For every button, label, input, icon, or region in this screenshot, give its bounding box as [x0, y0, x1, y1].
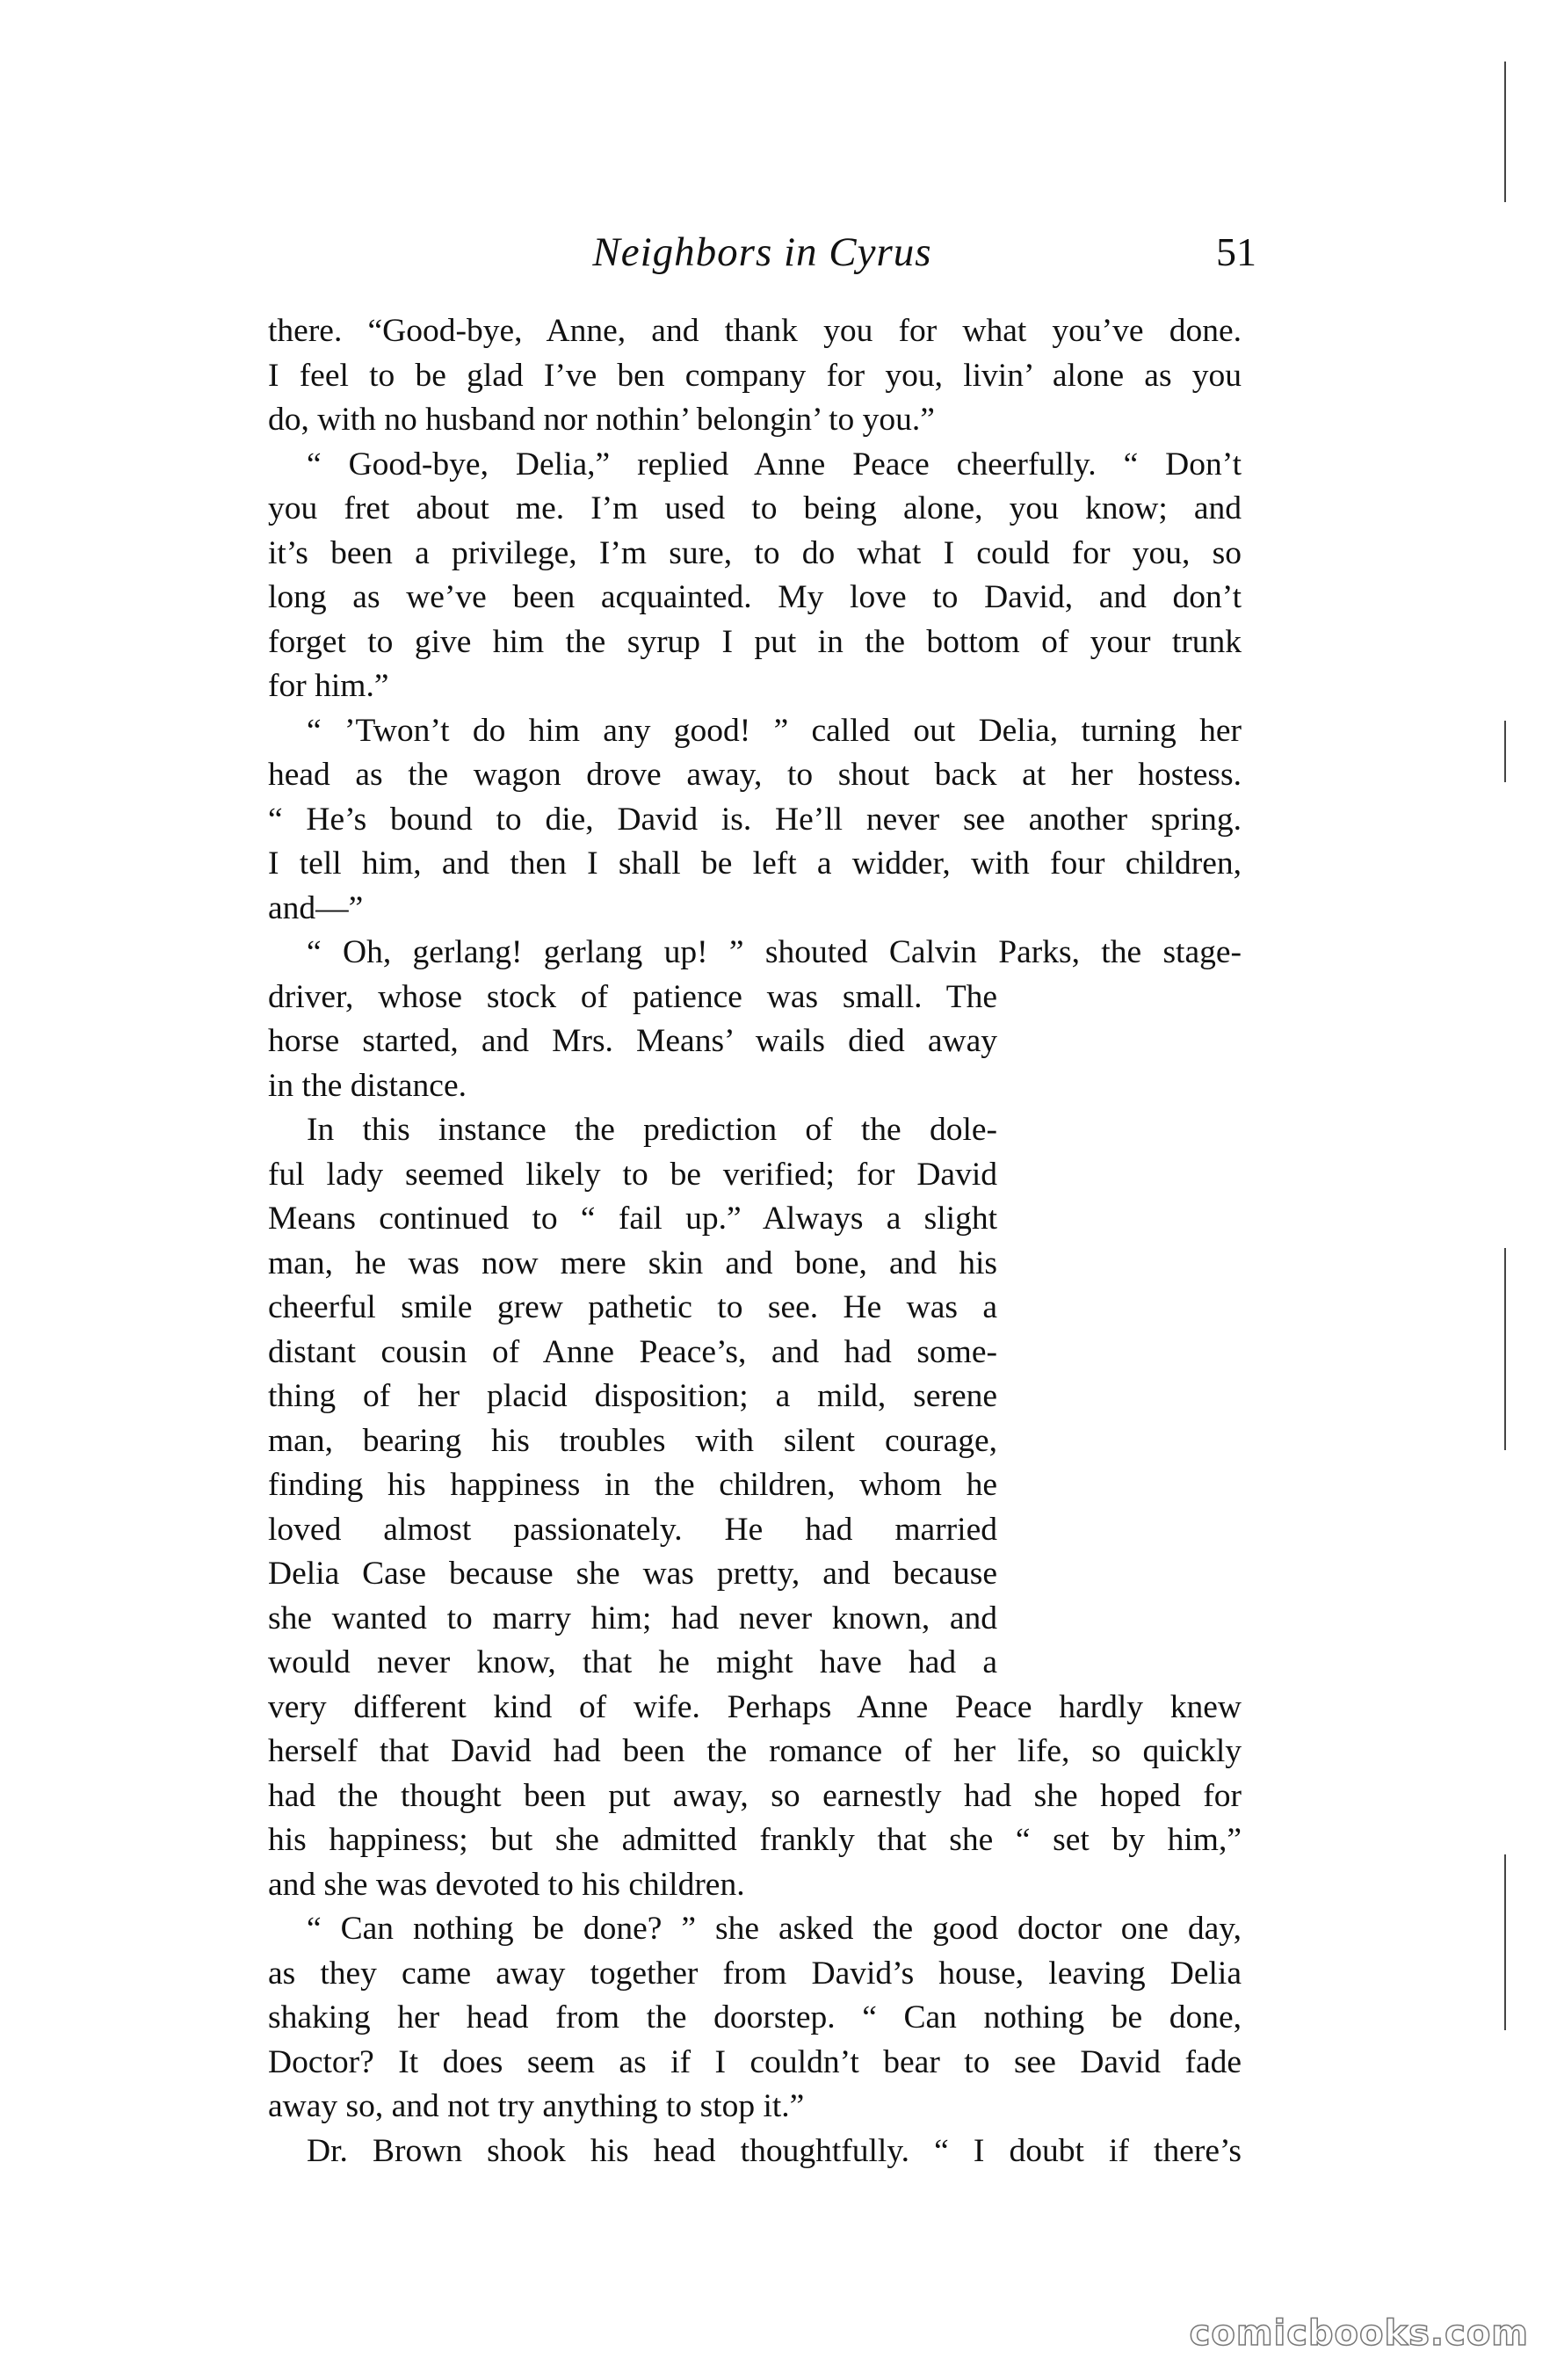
text-line: away so, and not try anything to stop it.” — [268, 2088, 805, 2124]
body-text — [268, 309, 1242, 2173]
text-line: there. “Good-bye, Anne, and thank you for what you’ve done. — [268, 313, 1242, 349]
text-line: for him.” — [268, 668, 389, 704]
text-line: Delia Case because she was pretty, and because — [268, 1556, 997, 1592]
text-line: you fret about me. I’m used to being alone, you know; and — [268, 490, 1242, 526]
text-line: “ ’Twon’t do him any good! ” called out Delia, turning her — [307, 712, 1242, 749]
text-line: long as we’ve been acquainted. My love to David, and don’t — [268, 579, 1242, 615]
text-line: as they came away together from David’s house, leaving Delia — [268, 1955, 1242, 1992]
text-line: cheerful smile grew pathetic to see. He was a — [268, 1289, 997, 1325]
scan-edge-mark — [1504, 1248, 1506, 1450]
text-line: Doctor? It does seem as if I couldn’t bear to see David fade — [268, 2043, 1242, 2080]
text-line: shaking her head from the doorstep. “ Can nothing be done, — [268, 1999, 1242, 2035]
text-line: finding his happiness in the children, whom he — [268, 1467, 997, 1503]
scan-edge-mark — [1504, 721, 1506, 782]
text-line: man, bearing his troubles with silent courage, — [268, 1422, 997, 1459]
text-line: forget to give him the syrup I put in the bottom of your trunk — [268, 623, 1242, 660]
text-line: distant cousin of Anne Peace’s, and had some- — [268, 1333, 997, 1370]
text-line: in the distance. — [268, 1067, 467, 1104]
text-line: his happiness; but she admitted frankly that she “ set by him,” — [268, 1822, 1242, 1858]
watermark-logo: comicbooks.com — [1189, 2313, 1529, 2354]
text-line: horse started, and Mrs. Means’ wails died away — [268, 1023, 997, 1059]
page-header — [268, 221, 1256, 283]
scan-edge-mark — [1504, 62, 1506, 202]
text-line: very different kind of wife. Perhaps Anne Peace hardly knew — [268, 1688, 1242, 1725]
text-line: Dr. Brown shook his head thoughtfully. “ I doubt if there’s — [307, 2132, 1242, 2169]
text-line: ful lady seemed likely to be verified; for David — [268, 1156, 997, 1193]
text-line: loved almost passionately. He had married — [268, 1511, 997, 1548]
text-line: “ Oh, gerlang! gerlang up! ” shouted Calvin Parks, the stage- — [307, 934, 1242, 970]
text-line: man, he was now mere skin and bone, and his — [268, 1244, 997, 1281]
page-number: 51 — [1216, 229, 1256, 274]
text-line: thing of her placid disposition; a mild, serene — [268, 1378, 997, 1414]
text-line: she wanted to marry him; had never known, and — [268, 1600, 997, 1636]
text-line: I feel to be glad I’ve ben company for you, livin’ alone as you — [268, 357, 1242, 394]
text-line: had the thought been put away, so earnestly had she hoped for — [268, 1777, 1242, 1814]
text-line: I tell him, and then I shall be left a widder, with four children, — [268, 845, 1242, 882]
text-line: “ Can nothing be done? ” she asked the good doctor one day, — [307, 1911, 1242, 1947]
text-line: “ Good-bye, Delia,” replied Anne Peace cheerfully. “ Don’t — [307, 446, 1242, 483]
running-title: Neighbors in Cyrus — [592, 229, 932, 275]
scan-edge-mark — [1504, 1854, 1506, 2030]
text-line: it’s been a privilege, I’m sure, to do what I could for you, so — [268, 534, 1242, 571]
text-line: and she was devoted to his children. — [268, 1866, 745, 1903]
text-line: do, with no husband nor nothin’ belongin’ to you.” — [268, 402, 935, 438]
text-line: driver, whose stock of patience was small. The — [268, 978, 997, 1015]
text-line: head as the wagon drove away, to shout back at her hostess. — [268, 757, 1242, 793]
text-line: In this instance the prediction of the dole- — [307, 1112, 997, 1148]
text-line: “ He’s bound to die, David is. He’ll never see another spring. — [268, 801, 1242, 838]
text-line: would never know, that he might have had a — [268, 1644, 997, 1680]
text-line: Means continued to “ fail up.” Always a slight — [268, 1201, 997, 1237]
text-line: herself that David had been the romance of her life, so quickly — [268, 1733, 1242, 1769]
text-line: and—” — [268, 889, 364, 926]
